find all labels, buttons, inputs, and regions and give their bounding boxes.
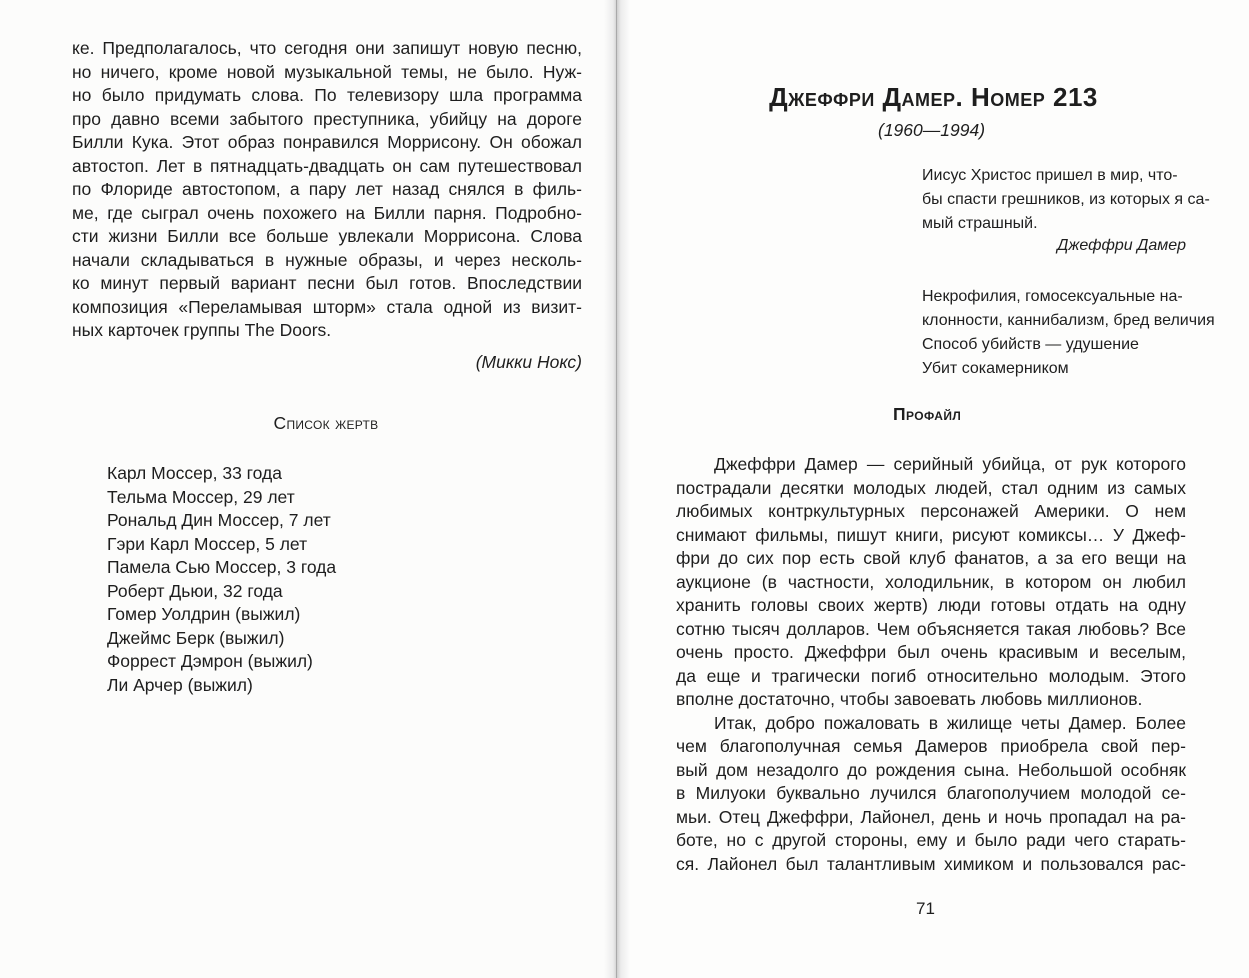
body-line: по Флориде автостопом, а пару лет назад снялся в филь- <box>72 179 582 199</box>
victims-list-heading: Список жертв <box>273 413 379 433</box>
list-item: Памела Сью Моссер, 3 года <box>107 557 337 577</box>
epigraph-line: мый страшный. <box>922 215 1038 232</box>
list-item: Джеймс Берк (выжил) <box>107 627 285 648</box>
book-gutter <box>604 0 630 978</box>
quote-attribution: (Микки Нокс) <box>475 352 582 372</box>
body-line: ных карточек группы The Doors. <box>72 320 332 340</box>
body-line: композиция «Переламывая шторм» стала одной из визит- <box>72 296 582 317</box>
list-item: Карл Моссер, 33 года <box>107 463 282 483</box>
list-item: Гомер Уолдрин (выжил) <box>107 604 301 624</box>
trait-line: Некрофилия, гомосексуальные на- <box>922 288 1183 305</box>
body-line: любимых контркультурных персонажей Америки. О нем <box>676 501 1186 521</box>
list-item: Гэри Карл Моссер, 5 лет <box>107 533 308 554</box>
right-page <box>616 0 1249 978</box>
body-line: снимают фильмы, пишут книги, рисуют комиксы… У Джеф- <box>676 524 1186 545</box>
list-item: Ли Арчер (выжил) <box>107 674 253 695</box>
list-item: Роберт Дьюи, 32 года <box>107 580 283 601</box>
body-line: начали складываться в нужные образы, и через несколь- <box>72 249 582 270</box>
body-line: сотню тысяч долларов. Чем объясняется такая любовь? Все <box>676 618 1186 639</box>
body-line: но было придумать слова. По телевизору шла программа <box>72 85 582 105</box>
body-line: чем благополучная семья Дамеров приобрела свой пер- <box>676 736 1186 756</box>
body-line: про давно всеми забытого преступника, убийцу на дороге <box>72 108 582 129</box>
right-body-text <box>676 453 1186 876</box>
body-line: ме, где сыграл очень похожего на Билли парня. Подробно- <box>72 202 582 223</box>
body-line: боте, но с другой стороны, ему и было ради чего старать- <box>676 830 1186 850</box>
body-line: в Милуоки буквально лучился благополучием молодой се- <box>676 783 1186 803</box>
left-body-text <box>72 37 582 343</box>
profile-heading: Профайл <box>893 404 962 424</box>
body-line: да еще и трагически погиб относительно молодым. Этого <box>676 665 1186 686</box>
epigraph-author: Джеффри Дамер <box>1057 237 1186 254</box>
body-line: ся. Лайонел был талантливым химиком и пользовался рас- <box>676 853 1186 874</box>
body-line: Итак, добро пожаловать в жилище четы Дамер. Более <box>714 712 1186 733</box>
body-line: хранить головы своих жертв) люди готовы отдать на одну <box>676 595 1186 615</box>
body-line: сти жизни Билли все больше увлекали Моррисона. Слова <box>72 226 582 246</box>
body-line: очень просто. Джеффри был очень красивым и веселым, <box>676 642 1186 662</box>
trait-line: Способ убийств — удушение <box>922 336 1139 353</box>
body-line: но ничего, кроме новой музыкальной темы, не было. Нуж- <box>72 61 582 82</box>
epigraph <box>922 164 1210 236</box>
life-years: (1960—1994) <box>878 120 986 140</box>
trait-line: Убит сокамерником <box>922 360 1069 377</box>
body-line: автостоп. Лет в пятнадцать-двадцать он сам путешествовал <box>72 155 582 176</box>
body-line: вполне достаточно, чтобы завоевать любовь миллионов. <box>676 689 1143 709</box>
list-item: Тельма Моссер, 29 лет <box>107 486 295 507</box>
page-number: 71 <box>916 899 935 918</box>
chapter-title-text: Джеффри Дамер. Номер 213 <box>769 82 1098 112</box>
body-line: ко минут первый вариант песни был готов. Впоследствии <box>72 273 582 293</box>
traits-summary <box>922 285 1215 381</box>
list-item: Форрест Дэмрон (выжил) <box>107 651 313 671</box>
body-line: ке. Предполагалось, что сегодня они запишут новую песню, <box>72 38 582 58</box>
body-line: Джеффри Дамер — серийный убийца, от рук которого <box>714 454 1186 474</box>
body-line: мьи. Отец Джеффри, Лайонел, день и ночь пропадал на ра- <box>676 806 1186 827</box>
body-line: фри до сих пор есть свой клуб фанатов, а за его вещи на <box>676 548 1186 568</box>
gutter-fold-line <box>616 0 617 978</box>
body-line: Билли Кука. Этот образ понравился Моррисону. Он обожал <box>72 132 582 152</box>
trait-line: клонности, каннибализм, бред величия <box>922 312 1215 329</box>
left-page <box>0 0 616 978</box>
body-line: пострадали десятки молодых людей, стал одним из самых <box>676 477 1186 498</box>
epigraph-line: бы спасти грешников, из которых я са- <box>922 191 1210 208</box>
chapter-title <box>616 82 1249 113</box>
list-item: Рональд Дин Моссер, 7 лет <box>107 510 331 530</box>
body-line: вый дом незадолго до рождения сына. Небольшой особняк <box>676 759 1186 780</box>
epigraph-line: Иисус Христос пришел в мир, что- <box>922 167 1178 184</box>
body-line: аукционе (в частности, холодильник, в котором он любил <box>676 571 1186 592</box>
victims-list <box>107 462 336 697</box>
